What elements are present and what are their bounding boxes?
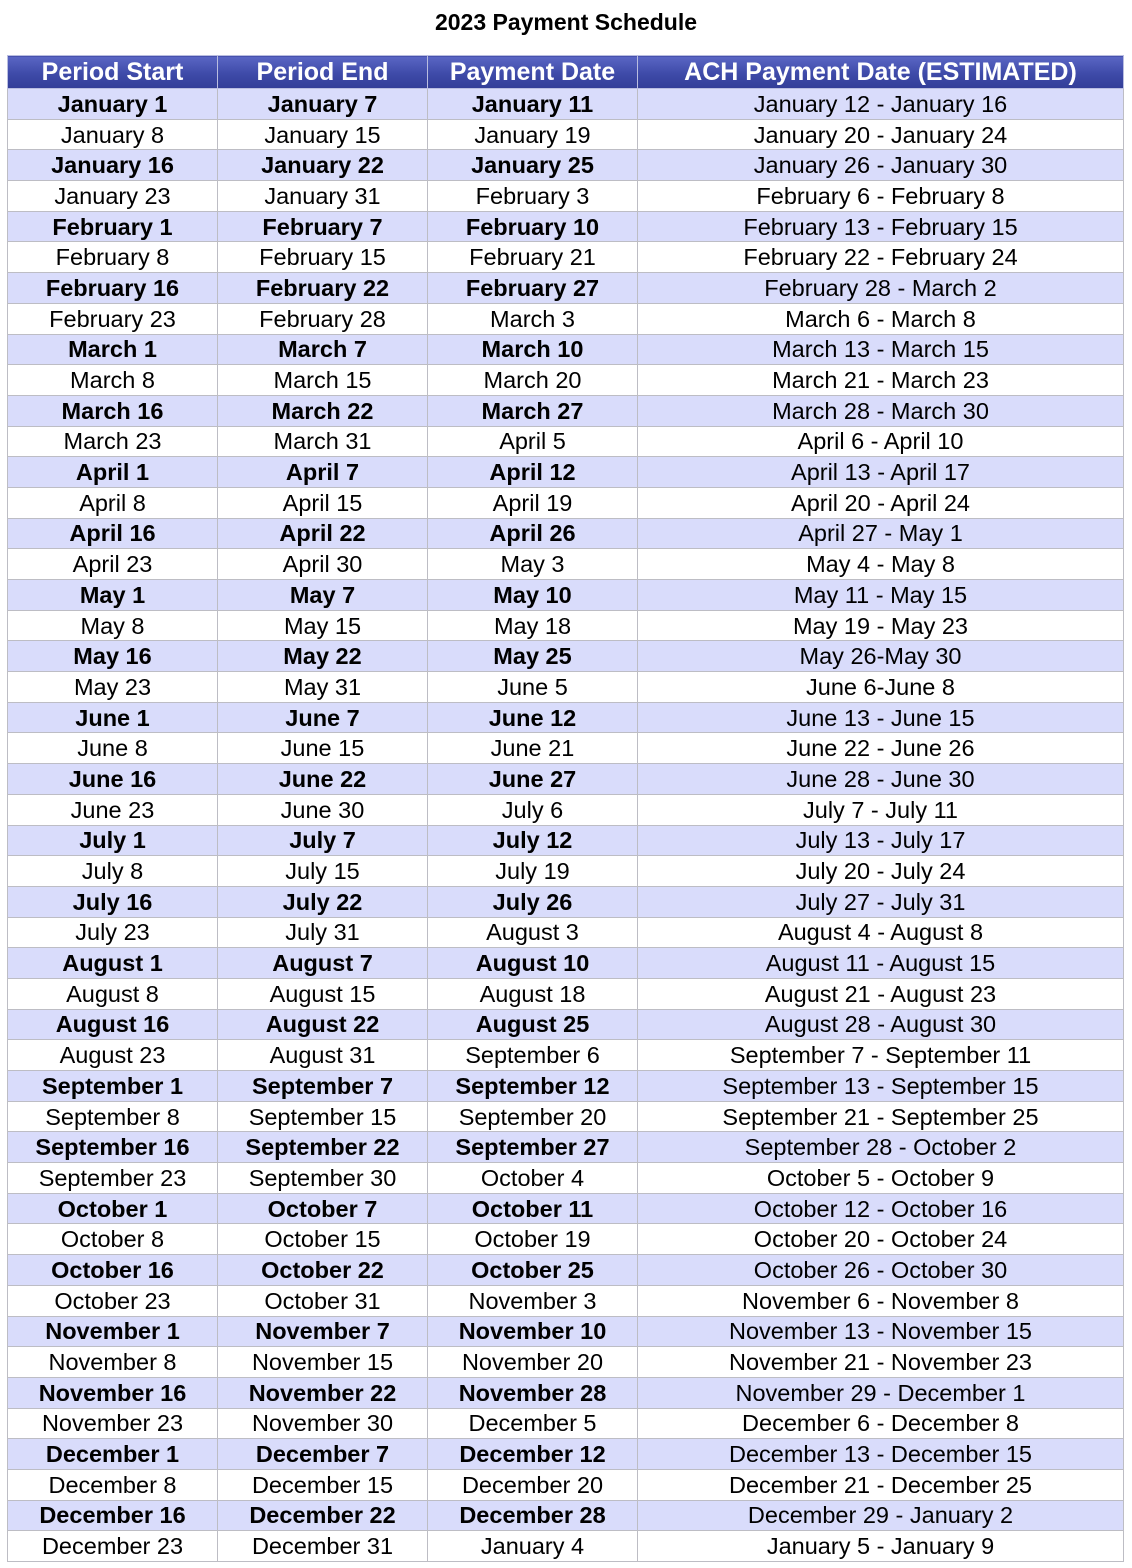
cell-period-end: January 31: [218, 181, 428, 212]
cell-ach-payment-date: March 13 - March 15: [638, 334, 1124, 365]
cell-period-end: February 7: [218, 211, 428, 242]
table-row: [8, 89, 1124, 120]
cell-period-start: October 16: [8, 1255, 218, 1286]
cell-period-end: April 22: [218, 518, 428, 549]
cell-period-end: February 22: [218, 273, 428, 304]
cell-period-start: March 23: [8, 426, 218, 457]
cell-period-end: July 7: [218, 825, 428, 856]
cell-ach-payment-date: November 13 - November 15: [638, 1316, 1124, 1347]
table-row: [8, 733, 1124, 764]
cell-period-start: May 16: [8, 641, 218, 672]
cell-period-start: August 23: [8, 1040, 218, 1071]
cell-period-start: July 16: [8, 886, 218, 917]
cell-ach-payment-date: March 6 - March 8: [638, 303, 1124, 334]
cell-payment-date: June 12: [428, 702, 638, 733]
cell-ach-payment-date: April 27 - May 1: [638, 518, 1124, 549]
table-row: [8, 1316, 1124, 1347]
cell-period-start: November 23: [8, 1408, 218, 1439]
cell-payment-date: October 19: [428, 1224, 638, 1255]
cell-payment-date: July 6: [428, 794, 638, 825]
cell-ach-payment-date: January 20 - January 24: [638, 119, 1124, 150]
cell-ach-payment-date: June 6-June 8: [638, 672, 1124, 703]
cell-period-start: April 16: [8, 518, 218, 549]
cell-period-end: April 7: [218, 457, 428, 488]
table-row: [8, 1408, 1124, 1439]
cell-period-end: June 15: [218, 733, 428, 764]
cell-payment-date: January 11: [428, 89, 638, 120]
table-row: [8, 794, 1124, 825]
cell-period-start: November 8: [8, 1347, 218, 1378]
table-row: [8, 1377, 1124, 1408]
cell-ach-payment-date: December 29 - January 2: [638, 1500, 1124, 1531]
cell-period-end: December 7: [218, 1439, 428, 1470]
cell-ach-payment-date: May 26-May 30: [638, 641, 1124, 672]
cell-payment-date: July 19: [428, 856, 638, 887]
cell-period-end: September 22: [218, 1132, 428, 1163]
table-row: [8, 1224, 1124, 1255]
cell-period-start: January 16: [8, 150, 218, 181]
cell-payment-date: September 27: [428, 1132, 638, 1163]
page-title: 2023 Payment Schedule: [434, 9, 698, 35]
table-row: [8, 119, 1124, 150]
cell-payment-date: February 3: [428, 181, 638, 212]
cell-period-start: November 16: [8, 1377, 218, 1408]
table-row: [8, 1009, 1124, 1040]
table-row: [8, 1531, 1124, 1562]
table-row: [8, 1285, 1124, 1316]
cell-payment-date: March 27: [428, 395, 638, 426]
table-row: [8, 395, 1124, 426]
table-row: [8, 856, 1124, 887]
cell-period-end: October 22: [218, 1255, 428, 1286]
cell-ach-payment-date: December 13 - December 15: [638, 1439, 1124, 1470]
cell-payment-date: June 21: [428, 733, 638, 764]
table-row: [8, 580, 1124, 611]
cell-payment-date: October 25: [428, 1255, 638, 1286]
cell-period-start: December 23: [8, 1531, 218, 1562]
table-row: [8, 1071, 1124, 1102]
table-row: [8, 1469, 1124, 1500]
table-row: [8, 610, 1124, 641]
cell-period-start: May 1: [8, 580, 218, 611]
table-row: [8, 672, 1124, 703]
cell-period-start: May 8: [8, 610, 218, 641]
cell-period-start: January 1: [8, 89, 218, 120]
table-row: [8, 948, 1124, 979]
table-row: [8, 457, 1124, 488]
table-row: [8, 1040, 1124, 1071]
cell-period-end: September 30: [218, 1163, 428, 1194]
cell-period-end: March 31: [218, 426, 428, 457]
cell-ach-payment-date: July 20 - July 24: [638, 856, 1124, 887]
cell-period-start: April 8: [8, 487, 218, 518]
cell-period-end: September 15: [218, 1101, 428, 1132]
cell-ach-payment-date: November 6 - November 8: [638, 1285, 1124, 1316]
cell-ach-payment-date: August 11 - August 15: [638, 948, 1124, 979]
cell-period-start: December 16: [8, 1500, 218, 1531]
cell-payment-date: November 20: [428, 1347, 638, 1378]
table-row: [8, 825, 1124, 856]
table-row: [8, 181, 1124, 212]
payment-schedule-table: [7, 55, 1124, 1562]
cell-period-start: June 16: [8, 764, 218, 795]
cell-period-end: October 15: [218, 1224, 428, 1255]
cell-period-start: June 23: [8, 794, 218, 825]
cell-period-end: March 7: [218, 334, 428, 365]
cell-payment-date: December 5: [428, 1408, 638, 1439]
table-row: [8, 1255, 1124, 1286]
cell-payment-date: August 25: [428, 1009, 638, 1040]
cell-ach-payment-date: December 21 - December 25: [638, 1469, 1124, 1500]
cell-ach-payment-date: February 13 - February 15: [638, 211, 1124, 242]
header-ach-payment-date: ACH Payment Date (ESTIMATED): [638, 56, 1124, 89]
cell-payment-date: March 20: [428, 365, 638, 396]
cell-period-end: May 31: [218, 672, 428, 703]
table-header: [8, 56, 1124, 89]
cell-period-end: July 22: [218, 886, 428, 917]
cell-period-start: July 1: [8, 825, 218, 856]
cell-ach-payment-date: September 21 - September 25: [638, 1101, 1124, 1132]
table-row: [8, 1132, 1124, 1163]
cell-ach-payment-date: January 5 - January 9: [638, 1531, 1124, 1562]
table-row: [8, 426, 1124, 457]
table-row: [8, 273, 1124, 304]
cell-payment-date: December 20: [428, 1469, 638, 1500]
cell-period-start: October 1: [8, 1193, 218, 1224]
cell-ach-payment-date: April 20 - April 24: [638, 487, 1124, 518]
cell-ach-payment-date: August 21 - August 23: [638, 978, 1124, 1009]
cell-period-end: April 30: [218, 549, 428, 580]
cell-payment-date: March 3: [428, 303, 638, 334]
table-row: [8, 1163, 1124, 1194]
cell-payment-date: January 25: [428, 150, 638, 181]
cell-period-start: July 23: [8, 917, 218, 948]
cell-period-end: July 31: [218, 917, 428, 948]
cell-period-end: January 15: [218, 119, 428, 150]
cell-period-start: February 16: [8, 273, 218, 304]
cell-period-start: September 23: [8, 1163, 218, 1194]
cell-period-start: April 1: [8, 457, 218, 488]
table-row: [8, 886, 1124, 917]
cell-ach-payment-date: June 13 - June 15: [638, 702, 1124, 733]
header-period-end: Period End: [218, 56, 428, 89]
cell-payment-date: April 19: [428, 487, 638, 518]
cell-period-end: January 7: [218, 89, 428, 120]
cell-period-start: December 1: [8, 1439, 218, 1470]
cell-payment-date: September 20: [428, 1101, 638, 1132]
cell-payment-date: October 11: [428, 1193, 638, 1224]
cell-period-end: November 22: [218, 1377, 428, 1408]
cell-ach-payment-date: December 6 - December 8: [638, 1408, 1124, 1439]
cell-payment-date: May 3: [428, 549, 638, 580]
cell-ach-payment-date: November 21 - November 23: [638, 1347, 1124, 1378]
cell-period-end: February 15: [218, 242, 428, 273]
cell-ach-payment-date: January 26 - January 30: [638, 150, 1124, 181]
cell-period-start: March 1: [8, 334, 218, 365]
cell-period-end: November 15: [218, 1347, 428, 1378]
cell-ach-payment-date: March 28 - March 30: [638, 395, 1124, 426]
cell-period-end: June 7: [218, 702, 428, 733]
cell-ach-payment-date: April 6 - April 10: [638, 426, 1124, 457]
cell-period-start: September 8: [8, 1101, 218, 1132]
table-row: [8, 211, 1124, 242]
cell-period-end: January 22: [218, 150, 428, 181]
cell-period-end: June 22: [218, 764, 428, 795]
cell-ach-payment-date: September 13 - September 15: [638, 1071, 1124, 1102]
cell-period-start: April 23: [8, 549, 218, 580]
cell-payment-date: December 28: [428, 1500, 638, 1531]
cell-payment-date: October 4: [428, 1163, 638, 1194]
cell-ach-payment-date: July 27 - July 31: [638, 886, 1124, 917]
table-row: [8, 764, 1124, 795]
cell-period-start: January 23: [8, 181, 218, 212]
cell-payment-date: March 10: [428, 334, 638, 365]
cell-ach-payment-date: October 20 - October 24: [638, 1224, 1124, 1255]
cell-payment-date: June 5: [428, 672, 638, 703]
table-row: [8, 487, 1124, 518]
cell-payment-date: January 19: [428, 119, 638, 150]
table-row: [8, 641, 1124, 672]
cell-payment-date: July 26: [428, 886, 638, 917]
cell-period-end: July 15: [218, 856, 428, 887]
cell-ach-payment-date: May 19 - May 23: [638, 610, 1124, 641]
table-row: [8, 917, 1124, 948]
cell-ach-payment-date: October 5 - October 9: [638, 1163, 1124, 1194]
cell-period-start: June 1: [8, 702, 218, 733]
cell-period-end: August 15: [218, 978, 428, 1009]
cell-period-start: May 23: [8, 672, 218, 703]
cell-period-end: December 15: [218, 1469, 428, 1500]
cell-period-start: February 8: [8, 242, 218, 273]
cell-ach-payment-date: February 28 - March 2: [638, 273, 1124, 304]
table-row: [8, 1193, 1124, 1224]
cell-payment-date: December 12: [428, 1439, 638, 1470]
cell-period-end: September 7: [218, 1071, 428, 1102]
cell-ach-payment-date: October 12 - October 16: [638, 1193, 1124, 1224]
cell-ach-payment-date: February 6 - February 8: [638, 181, 1124, 212]
table-row: [8, 702, 1124, 733]
cell-ach-payment-date: June 28 - June 30: [638, 764, 1124, 795]
cell-period-end: April 15: [218, 487, 428, 518]
cell-ach-payment-date: March 21 - March 23: [638, 365, 1124, 396]
header-row: [8, 56, 1124, 89]
cell-period-end: October 31: [218, 1285, 428, 1316]
cell-payment-date: September 6: [428, 1040, 638, 1071]
cell-payment-date: April 5: [428, 426, 638, 457]
cell-period-end: August 22: [218, 1009, 428, 1040]
cell-payment-date: August 10: [428, 948, 638, 979]
cell-period-start: October 8: [8, 1224, 218, 1255]
cell-period-end: August 7: [218, 948, 428, 979]
cell-payment-date: February 10: [428, 211, 638, 242]
cell-payment-date: November 28: [428, 1377, 638, 1408]
cell-period-start: March 8: [8, 365, 218, 396]
cell-payment-date: July 12: [428, 825, 638, 856]
header-period-start: Period Start: [8, 56, 218, 89]
cell-period-end: March 15: [218, 365, 428, 396]
cell-period-start: November 1: [8, 1316, 218, 1347]
table-row: [8, 242, 1124, 273]
cell-ach-payment-date: August 28 - August 30: [638, 1009, 1124, 1040]
cell-period-end: October 7: [218, 1193, 428, 1224]
cell-period-end: May 15: [218, 610, 428, 641]
cell-period-end: February 28: [218, 303, 428, 334]
cell-period-start: December 8: [8, 1469, 218, 1500]
cell-payment-date: January 4: [428, 1531, 638, 1562]
table-row: [8, 334, 1124, 365]
cell-period-end: December 31: [218, 1531, 428, 1562]
cell-ach-payment-date: October 26 - October 30: [638, 1255, 1124, 1286]
cell-payment-date: August 3: [428, 917, 638, 948]
cell-period-start: October 23: [8, 1285, 218, 1316]
cell-ach-payment-date: July 7 - July 11: [638, 794, 1124, 825]
cell-period-start: September 16: [8, 1132, 218, 1163]
cell-period-start: June 8: [8, 733, 218, 764]
cell-period-end: May 22: [218, 641, 428, 672]
cell-payment-date: February 27: [428, 273, 638, 304]
cell-payment-date: April 12: [428, 457, 638, 488]
table-row: [8, 518, 1124, 549]
cell-payment-date: June 27: [428, 764, 638, 795]
table-row: [8, 1500, 1124, 1531]
cell-period-start: September 1: [8, 1071, 218, 1102]
cell-period-start: February 1: [8, 211, 218, 242]
cell-ach-payment-date: February 22 - February 24: [638, 242, 1124, 273]
cell-ach-payment-date: November 29 - December 1: [638, 1377, 1124, 1408]
cell-payment-date: April 26: [428, 518, 638, 549]
cell-period-end: November 30: [218, 1408, 428, 1439]
cell-ach-payment-date: June 22 - June 26: [638, 733, 1124, 764]
cell-ach-payment-date: July 13 - July 17: [638, 825, 1124, 856]
header-payment-date: Payment Date: [428, 56, 638, 89]
table-row: [8, 1347, 1124, 1378]
cell-ach-payment-date: May 4 - May 8: [638, 549, 1124, 580]
cell-period-start: August 8: [8, 978, 218, 1009]
cell-period-start: August 16: [8, 1009, 218, 1040]
cell-period-end: August 31: [218, 1040, 428, 1071]
cell-period-end: May 7: [218, 580, 428, 611]
cell-period-start: July 8: [8, 856, 218, 887]
table-row: [8, 1101, 1124, 1132]
table-row: [8, 978, 1124, 1009]
table-row: [8, 1439, 1124, 1470]
cell-ach-payment-date: August 4 - August 8: [638, 917, 1124, 948]
table-body: [8, 89, 1124, 1562]
cell-period-start: August 1: [8, 948, 218, 979]
cell-period-end: December 22: [218, 1500, 428, 1531]
cell-payment-date: November 3: [428, 1285, 638, 1316]
table-row: [8, 150, 1124, 181]
cell-period-end: March 22: [218, 395, 428, 426]
cell-payment-date: February 21: [428, 242, 638, 273]
cell-payment-date: August 18: [428, 978, 638, 1009]
cell-ach-payment-date: April 13 - April 17: [638, 457, 1124, 488]
cell-payment-date: May 25: [428, 641, 638, 672]
cell-period-end: November 7: [218, 1316, 428, 1347]
table-row: [8, 365, 1124, 396]
cell-period-start: January 8: [8, 119, 218, 150]
cell-payment-date: May 10: [428, 580, 638, 611]
cell-period-end: June 30: [218, 794, 428, 825]
cell-ach-payment-date: September 28 - October 2: [638, 1132, 1124, 1163]
cell-ach-payment-date: January 12 - January 16: [638, 89, 1124, 120]
cell-payment-date: September 12: [428, 1071, 638, 1102]
cell-ach-payment-date: September 7 - September 11: [638, 1040, 1124, 1071]
table-row: [8, 549, 1124, 580]
cell-payment-date: May 18: [428, 610, 638, 641]
table-row: [8, 303, 1124, 334]
cell-ach-payment-date: May 11 - May 15: [638, 580, 1124, 611]
cell-period-start: February 23: [8, 303, 218, 334]
cell-period-start: March 16: [8, 395, 218, 426]
cell-payment-date: November 10: [428, 1316, 638, 1347]
